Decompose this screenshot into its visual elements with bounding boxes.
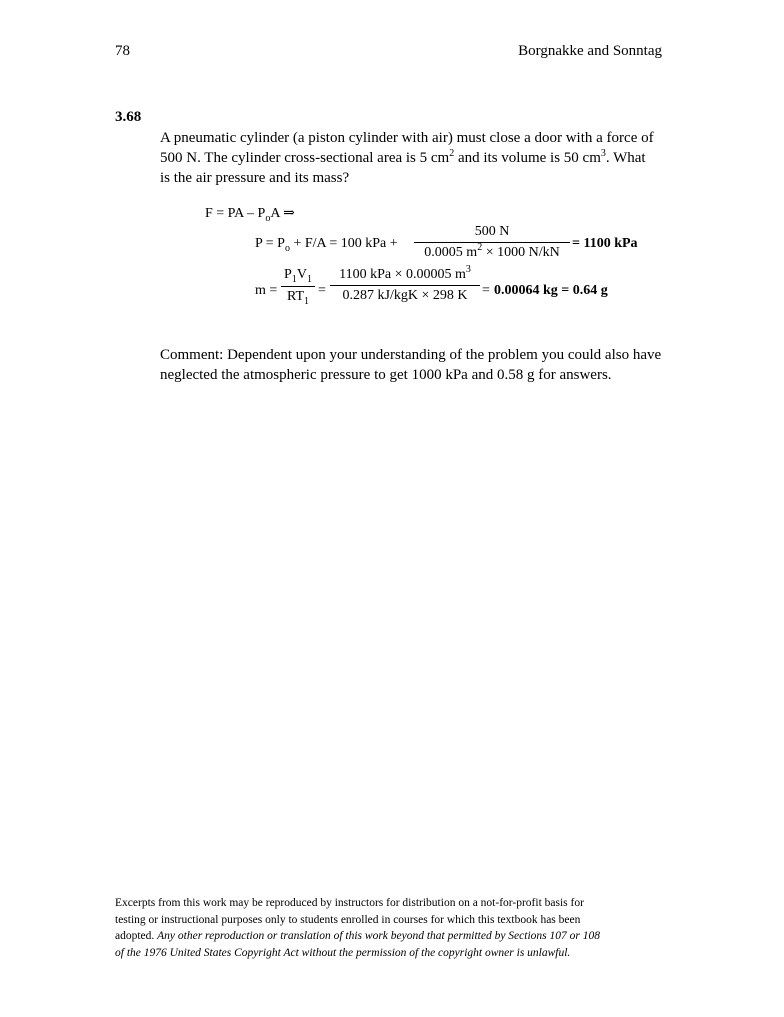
eq3-f1-num-sub1: 1 [291,274,297,285]
problem-statement-line-1: A pneumatic cylinder (a piston cylinder with air) must close a door with a force of [160,130,654,146]
page-number: 78 [115,43,130,59]
equation-mass-result-equals: = [482,283,490,298]
footer-line-1: Excerpts from this work may be reproduced by instructors for distribution on a not-for-profit basis for [115,897,584,909]
eq3-f1-num-a: P [284,267,292,282]
problem-number: 3.68 [115,109,142,125]
footer-line-3 [115,928,600,945]
eq2-den-a: 0.0005 m [424,245,478,260]
eq3-f1-den-sub: 1 [304,296,310,307]
eq2-lhs-subscript: o [284,243,290,254]
eq3-f1-numerator [281,266,315,285]
eq2-den-b: × 1000 N/kN [482,245,560,260]
equation-mass-fraction-2 [330,266,480,305]
statement-text-b: and its volume is 50 cm [454,150,601,166]
footer-line-3-plain: adopted. [115,930,158,942]
eq2-numerator: 500 N [474,224,510,239]
eq3-f2-num-sup: 3 [465,264,471,275]
eq2-lhs-b: + F/A = 100 kPa + [289,236,398,251]
statement-text-a: 500 N. The cylinder cross-sectional area is 5 cm [160,150,450,166]
equation-pressure-lhs [255,236,398,252]
eq2-denominator [414,244,570,262]
equation-mass-equals: = [318,283,326,298]
equation-mass-fraction-1 [281,266,315,307]
eq2-fraction-bar [414,242,570,243]
eq1-subscript: o [265,213,271,224]
eq1-text-a: F = PA – P [205,206,266,221]
statement-text-c: . What [605,150,646,166]
equation-mass-lhs: m = [255,283,278,298]
eq3-f2-num-a: 1100 kPa × 0.00005 m [339,267,466,282]
eq2-lhs-a: P = P [255,236,285,251]
comment-line-2: neglected the atmospheric pressure to get 1000 kPa and 0.58 g for answers. [160,367,612,383]
statement-sup-2: 3 [600,148,606,159]
equation-pressure-fraction [414,223,570,262]
eq3-f2-numerator [330,266,480,284]
eq3-f2-fraction-bar [330,285,480,286]
problem-statement-line-3: is the air pressure and its mass? [160,170,350,186]
footer-line-3-italic: Any other reproduction or translation of this work beyond that permitted by Sections 107 or 108 [157,930,600,942]
eq3-f1-num-b: V [296,267,307,282]
equation-force-balance [205,205,295,222]
running-title: Borgnakke and Sonntag [518,43,662,59]
equation-mass-result: 0.00064 kg = 0.64 g [494,283,608,298]
eq3-f1-fraction-bar [281,286,315,287]
footer-line-4: of the 1976 United States Copyright Act without the permission of the copyright owner is unlawful. [115,946,571,959]
eq3-f1-denominator [281,288,315,307]
problem-statement-line-2 [160,148,646,168]
footer-line-2: testing or instructional purposes only to students enrolled in courses for which this textbook has been [115,913,581,926]
equation-pressure-result: = 1100 kPa [572,236,638,251]
copyright-footer [115,895,600,961]
comment-line-1: Comment: Dependent upon your understanding of the problem you could also have [160,347,662,363]
eq3-f1-den-a: RT [286,289,305,304]
eq3-f1-num-sub2: 1 [306,274,312,285]
statement-sup-1: 2 [449,148,455,159]
eq2-den-sup: 2 [477,242,483,253]
eq1-text-b: A ⇒ [270,206,295,221]
eq3-f2-denominator: 0.287 kJ/kgK × 298 K [342,288,468,303]
